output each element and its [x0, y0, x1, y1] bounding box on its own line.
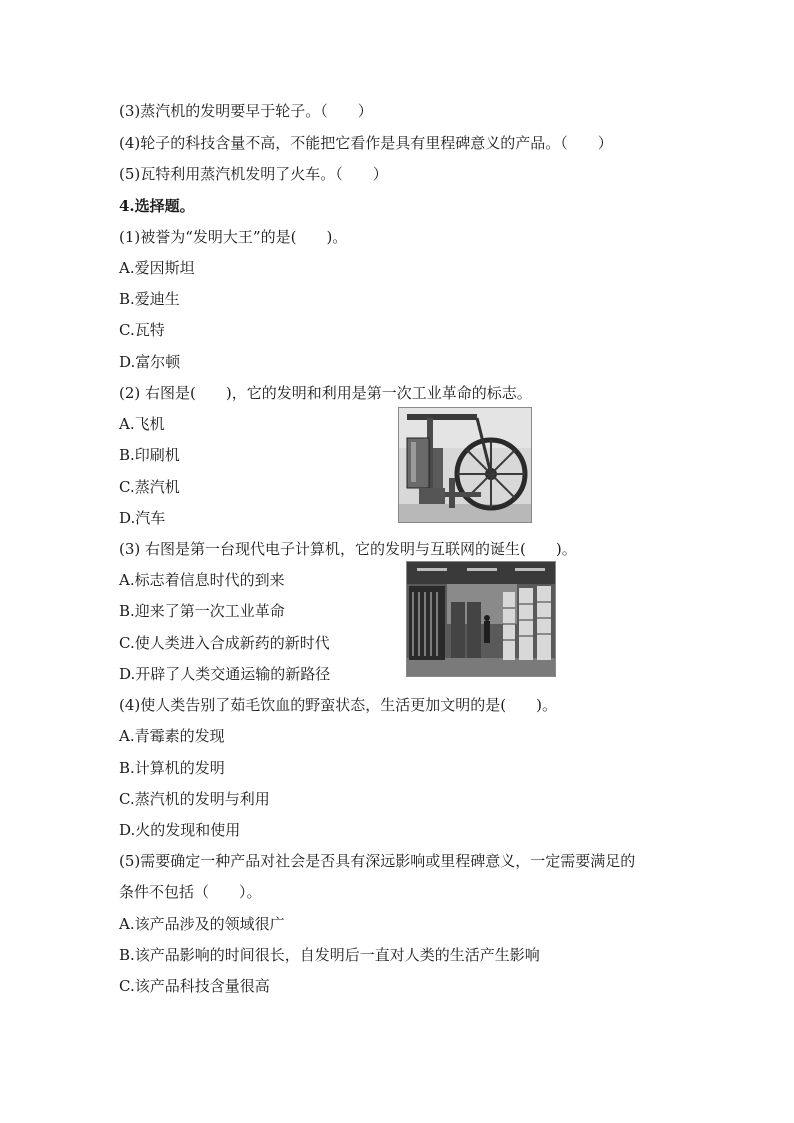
q1-stem: (1)被誉为“发明大王”的是( )。: [119, 228, 348, 246]
q4-stem: (4)使人类告别了茹毛饮血的野蛮状态，生活更加文明的是( )。: [119, 696, 557, 714]
q5-stem-line-1: (5)需要确定一种产品对社会是否具有深远影响或里程碑意义，一定需要满足的: [119, 852, 636, 870]
q4-option-d: D.火的发现和使用: [119, 821, 241, 839]
q2-option-d: D.汽车: [119, 509, 166, 527]
tf-item-4: (4)轮子的科技含量不高，不能把它看作是具有里程碑意义的产品。（ ）: [119, 134, 613, 152]
q2-option-c: C.蒸汽机: [119, 478, 180, 496]
q3-stem: (3) 右图是第一台现代电子计算机，它的发明与互联网的诞生( )。: [119, 540, 577, 558]
tf-item-3: (3)蒸汽机的发明要早于轮子。（ ）: [119, 102, 373, 120]
q3-option-a: A.标志着信息时代的到来: [119, 571, 285, 589]
steam-engine-image: [398, 407, 532, 523]
q4-option-a: A.青霉素的发现: [119, 727, 225, 745]
eniac-computer-image: [406, 561, 556, 677]
q5-option-c: C.该产品科技含量很高: [119, 977, 270, 995]
section-4-title: 4.选择题。: [119, 197, 195, 215]
q2-option-a: A.飞机: [119, 415, 165, 433]
q2-option-b: B.印刷机: [119, 446, 180, 464]
q1-option-d: D.富尔顿: [119, 353, 181, 371]
q4-option-c: C.蒸汽机的发明与利用: [119, 790, 270, 808]
q2-stem: (2) 右图是( )，它的发明和利用是第一次工业革命的标志。: [119, 384, 532, 402]
q3-option-b: B.迎来了第一次工业革命: [119, 602, 285, 620]
tf-item-5: (5)瓦特利用蒸汽机发明了火车。（ ）: [119, 165, 388, 183]
q4-option-b: B.计算机的发明: [119, 759, 225, 777]
q5-option-a: A.该产品涉及的领域很广: [119, 915, 285, 933]
q3-option-d: D.开辟了人类交通运输的新路径: [119, 665, 331, 683]
q1-option-c: C.瓦特: [119, 321, 165, 339]
q5-stem-line-2: 条件不包括（ ）。: [119, 883, 262, 901]
q5-option-b: B.该产品影响的时间很长，自发明后一直对人类的生活产生影响: [119, 946, 540, 964]
q1-option-a: A.爱因斯坦: [119, 259, 195, 277]
q1-option-b: B.爱迪生: [119, 290, 180, 308]
q3-option-c: C.使人类进入合成新药的新时代: [119, 634, 330, 652]
